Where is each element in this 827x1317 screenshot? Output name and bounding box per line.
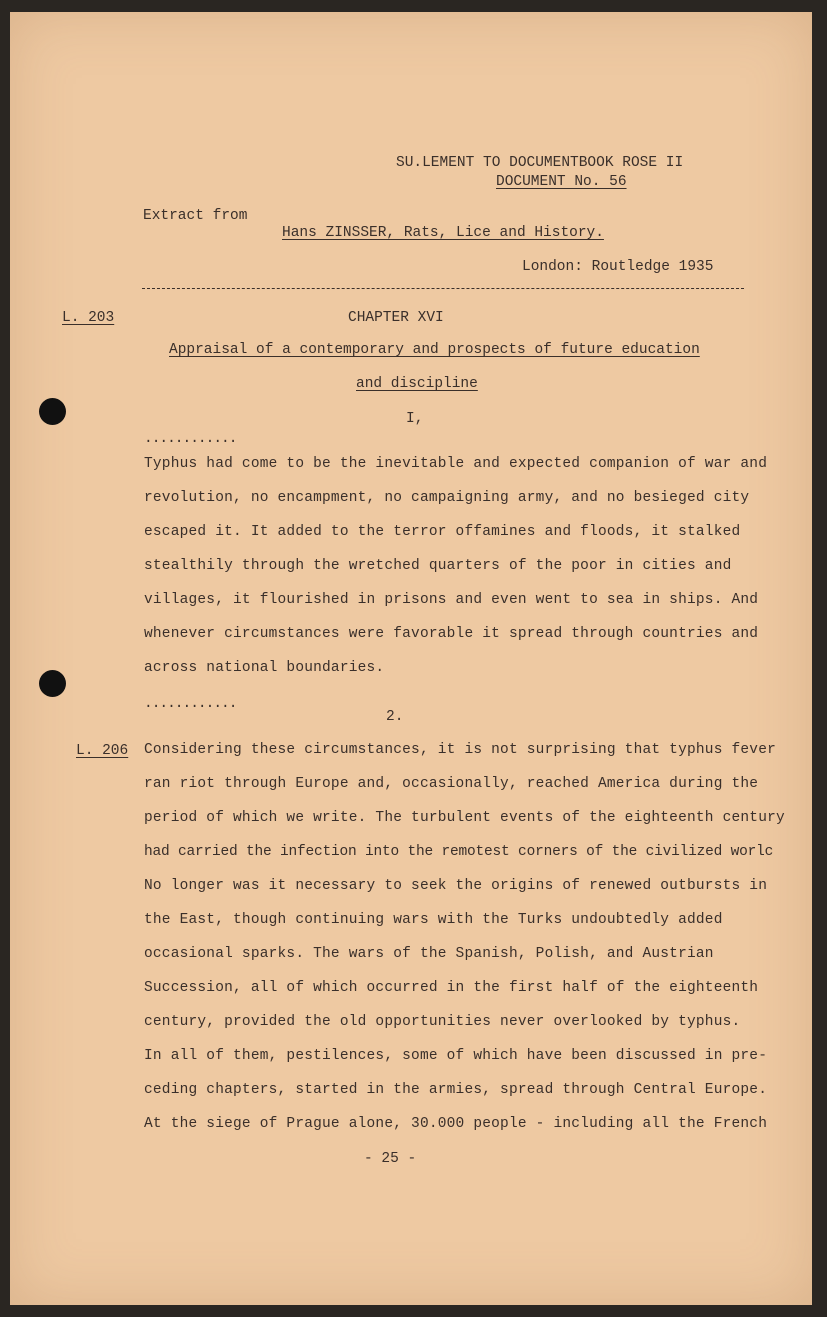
section-2-line: No longer was it necessary to seek the origins of renewed outbursts in bbox=[144, 878, 768, 894]
section-2-line: ceding chapters, started in the armies, spread through Central Europe. bbox=[144, 1082, 768, 1098]
section-1-number: I, bbox=[406, 411, 424, 427]
section-2-line: ran riot through Europe and, occasionally, reached America during the bbox=[144, 776, 759, 792]
source-title: Hans ZINSSER, Rats, Lice and History. bbox=[282, 225, 604, 241]
section-1-line: stealthily through the wretched quarters of the poor in cities and bbox=[144, 558, 732, 574]
section-2-line: In all of them, pestilences, some of which have been discussed in pre- bbox=[144, 1048, 768, 1064]
section-1-line: revolution, no encampment, no campaigning army, and no besieged city bbox=[144, 490, 750, 506]
document-page bbox=[10, 12, 812, 1305]
section-1-ellipsis: ............ bbox=[144, 431, 237, 447]
section-1-line: Typhus had come to be the inevitable and expected companion of war and bbox=[144, 456, 768, 472]
margin-ref-second: L. 206 bbox=[76, 743, 129, 759]
header-line-1: SU.LEMENT TO DOCUMENTBOOK ROSE II bbox=[396, 155, 684, 171]
section-2-line: century, provided the old opportunities never overlooked by typhus. bbox=[144, 1014, 741, 1030]
section-1-line: villages, it flourished in prisons and even went to sea in ships. And bbox=[144, 592, 759, 608]
source-imprint: London: Routledge 1935 bbox=[522, 259, 714, 275]
extract-label: Extract from bbox=[143, 208, 248, 224]
section-2-line: period of which we write. The turbulent events of the eighteenth century bbox=[144, 810, 785, 826]
section-2-line: the East, though continuing wars with the Turks undoubtedly added bbox=[144, 912, 723, 928]
page-number: - 25 - bbox=[364, 1151, 417, 1167]
section-2-number: 2. bbox=[386, 709, 404, 725]
margin-ref-first: L. 203 bbox=[62, 310, 115, 326]
chapter-title-line-1: Appraisal of a contemporary and prospects of future education bbox=[169, 342, 700, 358]
section-2-line: occasional sparks. The wars of the Spanish, Polish, and Austrian bbox=[144, 946, 714, 962]
section-2-line: Considering these circumstances, it is not surprising that typhus fever bbox=[144, 742, 777, 758]
section-2-ellipsis: ............ bbox=[144, 696, 237, 712]
section-2-line: had carried the infection into the remotest corners of the civilized worlc bbox=[144, 844, 774, 860]
chapter-heading: CHAPTER XVI bbox=[348, 310, 444, 326]
section-1-line: whenever circumstances were favorable it spread through countries and bbox=[144, 626, 759, 642]
section-1-line: across national boundaries. bbox=[144, 660, 385, 676]
chapter-title-line-2: and discipline bbox=[356, 376, 478, 392]
section-2-line: At the siege of Prague alone, 30.000 people - including all the French bbox=[144, 1116, 768, 1132]
punch-hole-bottom bbox=[39, 670, 66, 697]
punch-hole-top bbox=[39, 398, 66, 425]
separator-rule bbox=[142, 288, 744, 289]
header-line-2: DOCUMENT No. 56 bbox=[496, 174, 627, 190]
section-1-line: escaped it. It added to the terror offamines and floods, it stalked bbox=[144, 524, 741, 540]
section-2-line: Succession, all of which occurred in the first half of the eighteenth bbox=[144, 980, 759, 996]
